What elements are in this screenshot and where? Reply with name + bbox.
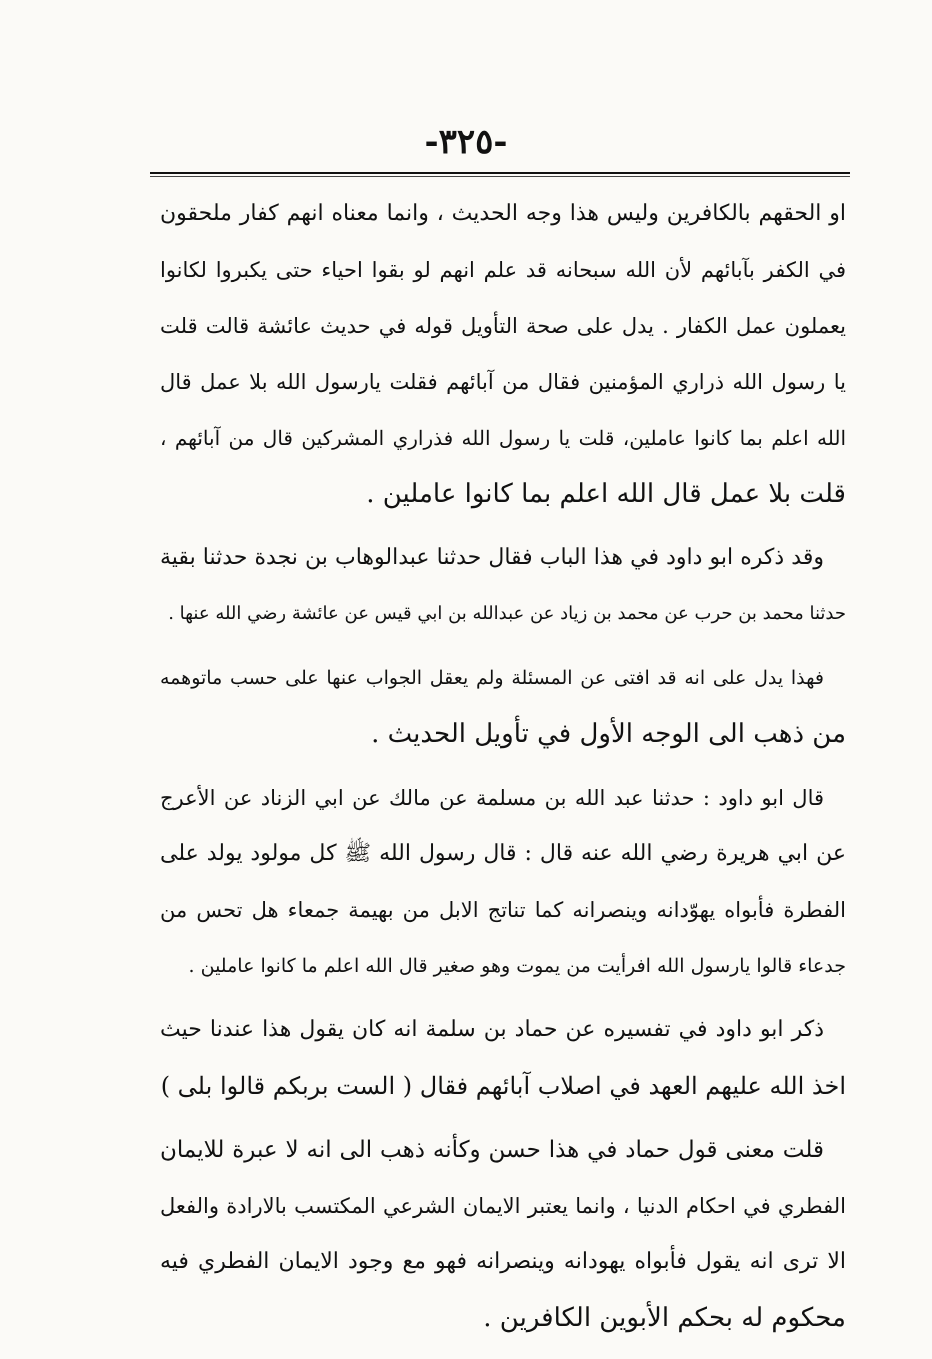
paragraph <box>160 650 846 762</box>
text-line: في الكفر بآبائهم لأن الله سبحانه قد علم انهم لو بقوا احياء حتى يكبروا لكانوا <box>160 258 846 282</box>
text-line: اخذ الله عليهم العهد في اصلاب آبائهم فقال ( الست بربكم قالوا بلى ) <box>160 1072 846 1100</box>
text-line: ذكر ابو داود في تفسيره عن حماد بن سلمة انه كان يقول هذا عندنا حيث <box>160 1017 824 1042</box>
text-line: حدثنا محمد بن حرب عن محمد بن زياد عن عبدالله بن ابي قيس عن عائشة رضي الله عنها . <box>168 603 846 624</box>
text-line: فهذا يدل على انه قد افتى عن المسئلة ولم يعقل الجواب عنها على حسب ماتوهمه <box>160 667 824 689</box>
text-line: قلت بلا عمل قال الله اعلم بما كانوا عاملين . <box>366 479 846 509</box>
paragraph <box>160 1002 846 1114</box>
text-line: يا رسول الله ذراري المؤمنين فقال من آبائهم فقلت يارسول الله بلا عمل قال <box>160 370 846 394</box>
paragraph <box>160 1122 846 1346</box>
text-line: الفطرة فأبواه يهوّدانه وينصرانه كما تناتج الابل من بهيمة جمعاء هل تحس من <box>160 898 846 922</box>
text-line: قلت معنى قول حماد في هذا حسن وكأنه ذهب الى انه لا عبرة للايمان <box>160 1137 824 1163</box>
text-line: الله اعلم بما كانوا عاملين، قلت يا رسول الله فذراري المشركين قال من آبائهم ، <box>160 426 846 450</box>
page-number: -٣٢٥- <box>424 122 508 162</box>
text-line: عن ابي هريرة رضي الله عنه قال : قال رسول الله ﷺ كل مولود يولد على <box>160 841 846 866</box>
paragraph <box>160 186 846 522</box>
text-line: الا ترى انه يقول فأبواه يهودانه وينصرانه فهو مع وجود الايمان الفطري فيه <box>160 1249 846 1274</box>
text-line: من ذهب الى الوجه الأول في تأويل الحديث . <box>371 719 846 749</box>
paragraph <box>160 770 846 994</box>
text-line: محكوم له بحكم الأبوين الكافرين . <box>483 1303 846 1333</box>
document-body <box>160 186 846 1354</box>
paragraph <box>160 530 846 642</box>
text-line: الفطري في احكام الدنيا ، وانما يعتبر الايمان الشرعي المكتسب بالارادة والفعل <box>160 1194 846 1218</box>
text-line: وقد ذكره ابو داود في هذا الباب فقال حدثنا عبدالوهاب بن نجدة حدثنا بقية <box>160 545 824 570</box>
header-rule <box>150 172 850 174</box>
text-line: جدعاء قالوا يارسول الله افرأيت من يموت وهو صغير قال الله اعلم ما كانوا عاملين . <box>188 955 846 977</box>
text-line: قال ابو داود : حدثنا عبد الله بن مسلمة عن مالك عن ابي الزناد عن الأعرج <box>160 786 824 810</box>
header-rule-thin <box>150 176 850 177</box>
text-line: يعملون عمل الكفار . يدل على صحة التأويل قوله في حديث عائشة قالت قلت <box>160 314 846 338</box>
text-line: او الحقهم بالكافرين وليس هذا وجه الحديث ، وانما معناه انهم كفار ملحقون <box>160 201 846 226</box>
